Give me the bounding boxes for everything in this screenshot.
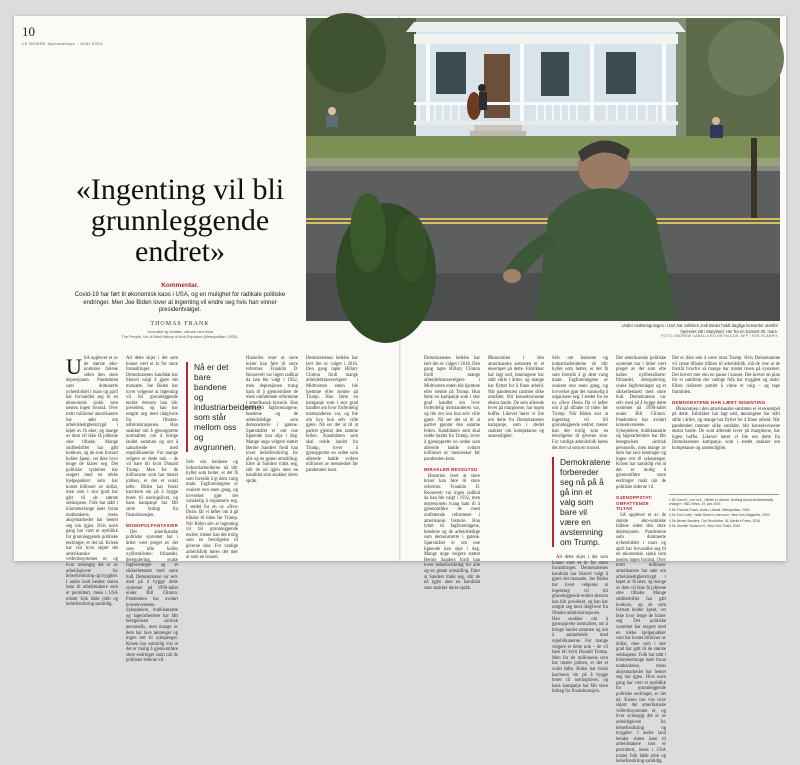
- endnote: 1 Se Carol E. Lee m.fl., «Biden to donors: Nothing would fundamentally change», NBC News, 19. juni 2019.: [669, 498, 774, 507]
- body-column-4: [246, 356, 298, 556]
- pull-quote: Demokratene forbereder seg nå på å gå inn et valg som bare vil være en avstemning om Trump.: [552, 457, 608, 547]
- author-bio: [66, 330, 294, 340]
- standfirst: Covid-19 har ført til økonomisk kaos i USA, og en mulighet for radikale politiske endringer. Men Joe Biden lover at ingenting vil endre seg hvis han vinner presidentvalget.: [74, 292, 286, 314]
- body-paragraph: Det amerikanske politiske systemet har i årtier vært preget av det som ofte kalles nyliberalisme: frihandel, deregulering, svake fagforeninger og et sikkerhetsnett med store hull. Demokratene var selv med på å bygge dette systemet på 1990-tallet under Bill Clinton. Pandemien har avslørt konsekvensene. Sykepleiere, butikkansatte og lagerarbeidere har fått betegnelsen «kritisk personell», men mange av dem har lave lønninger og ingen rett til sykepenger. Krisen har samtidig vist at det er mulig å gjennomføre store endringer raskt når de politiske lederne vil.: [616, 356, 666, 490]
- newspaper-spread: [14, 16, 786, 765]
- body-paragraph: Alt dette skjer i det som kunne vært et år for store forandringer. Demokratenes kandidat har likevel valgt å gjøre det motsatte. Joe Biden har lovet velgerne at ingenting vil bli grunnleggende endret dersom han blir president, og han har omgitt seg med rådgivere fra Obama-administrasjonen. Han snakker om å gjenopprette normalitet, om å bringe landet sammen og om å samarbeide med republikanerne. For mange velgere er dette nok – de vil bare bli kvitt Donald Trump. Men for de millionene som har mistet jobben, er det et svakt løfte. Biden har brukt karrieren sin på å bygge broer til næringslivet, og hans kampanje har fått store bidrag fra finansbransjen.: [126, 356, 178, 518]
- byline: THOMAS FRANK: [150, 321, 210, 327]
- body-paragraph: SA opplever et av de største øko-nomiske fallene siden den store depresjonen. Pandemien som dominerte nyhetsbildet i mars og april har forvandlet seg til en økonomisk sjokk som nesten ingen forutså. Over tretti millioner amerikanere har søkt om arbeidsledighetstrygd i løpet av få uker, og mange av dem vil ikke få jobbene sine tilbake. Mange småbedrifter har gått konkurs, og de som fortsatt holder åpent, vet ikke hvor lenge de klarer seg. Det politiske systemet har reagert med en rekke hjelpepakker som har kostet billioner av dollar, men som i stor grad har gått til de største selskapene. Folk har stått i kilometerlange køer foran matbankene, mens aksjemarkedet har hentet seg inn igjen. Hvis noen gang har vært et øyeblikk for grunnleggende politiske endringer, er det nå. Krisen har vist hvor skjørt det amerikanske velferdssystemet er, og hvor avhengig det er av arbeidsgivere for helseforsikring og trygghet. I andre land betaler staten lønn til arbeidstakere som er permittert, mens i USA mister folk både jobb og helseforsikring samtidig.: [616, 513, 666, 765]
- running-head-left: LE MONDE diplomatique · JUNI 2024: [22, 41, 103, 46]
- body-paragraph: Økonomien i den amerikanske sørstaten er et eksempel på dette. Fabrikker har lagt ned, lønningene har stått stille i årtier, og mange har flyttet for å finne arbeid. Når pandemien rammer slike områder, blir konsekvensene ekstra harde. De som allerede lever på marginene, har ingen buffer. Likevel hører vi lite om dette fra Demokratenes kampanje, som i stedet snakker om kompetanse og anstendighet.: [488, 356, 544, 440]
- endnote: 3 Se Eric Levitz, «Wall Street is nervous», New York Magazine, 2020.: [669, 513, 771, 518]
- subhead: MONOPOLFANTASIER: [126, 523, 179, 529]
- body-column-1: [66, 354, 118, 608]
- subhead: MIRAKLER RESSUTSU: [424, 467, 478, 473]
- cellist-porch-photo: [306, 18, 780, 321]
- endnotes: [669, 494, 779, 529]
- body-paragraph: Historien viser at store kriser kan føre til store reformer. Franklin D. Roosevelt var ingen radikal da han ble valgt i 1932, men depresjonen tvang ham til å gjennomføre de mest omfattende reformene i amerikansk historie. Han lyttet til fagforeningene, bøndene og de arbeidsledige som demonstrerte i gatene. Spørsmålet er om noe lignende kan skje i dag. Mange unge velgere støttet Bernie Sanders fordi han lovet helseforsikring for alle og en grønn omstilling. Etter at Sanders trakk seg, står de nå igjen uten en kandidat som snakker deres språk.: [424, 473, 480, 591]
- photo-caption: [618, 323, 778, 340]
- author-bio-line: The People, No: A Brief History of Anti-Populism (Metropolitan, 2020).: [121, 334, 239, 339]
- body-paragraph: Det amerikanske politiske systemet har i årtier vært preget av det som ofte kalles nyliberalisme: frihandel, deregulering, svake fagforeninger og et sikkerhetsnett med store hull. Demokratene var selv med på å bygge dette systemet på 1990-tallet under Bill Clinton. Pandemien har avslørt konsekvensene. Sykepleiere, butikkansatte og lagerarbeidere har fått betegnelsen «kritisk personell», men mange av dem har lave lønninger og ingen rett til sykepenger. Krisen har samtidig vist at det er mulig å gjennomføre store endringer raskt når de politiske lederne vil.: [126, 529, 178, 664]
- body-paragraph: Demokratenes ledelse har lært lite av valget i 2016. Den gang tapte Hillary Clinton fordi mange arbeiderklassevelgere i Midtvesten enten ble hjemme eller stemte på Trump. Hun førte en kampanje som i stor grad handlet om hvor forferdelig motstanderen var, og lite om hva hun selv ville gjøre. Nå ser det ut til at partiet gjentar den samme feilen. Kandidaten som skal redde landet fra Trump, lover å gjenopprette en orden som allerede hadde sviktet millioner av mennesker før pandemien kom.: [306, 356, 358, 473]
- body-paragraph: Det er ikke nok å være imot Trump. Hvis Demokratene vil vinne tilbake tilliten til arbeidsfolk, må de vise at de forstår hvorfor så mange har mistet troen på systemet. Det krever mer enn en pause i kaoset. Det krever en plan for et samfunn der vanlige folk har trygghet og makt. Ellers risikerer partiet å vinne et valg – og tape framtiden.: [672, 356, 780, 395]
- body-paragraph: Alt dette skjer i det som kunne vært et år for store forandringer. Demokratenes kandidat har likevel valgt å gjøre det motsatte. Joe Biden har lovet velgerne at ingenting vil bli grunnleggende endret dersom han blir president, og han har omgitt seg med rådgivere fra Obama-administrasjonen. Han snakker om å gjenopprette normalitet, om å bringe landet sammen og om å samarbeide med republikanerne. For mange velgere er dette nok – de vil bare bli kvitt Donald Trump. Men for de millionene som har mistet jobben, er det et svakt løfte. Biden har brukt karrieren sin på å bygge broer til næringslivet, og hans kampanje har fått store bidrag fra finansbransjen.: [552, 555, 608, 695]
- endnote: 2 Se Thomas Frank, Listen, Liberal, Metropolitan, 2016.: [669, 507, 751, 512]
- page-number-left: 10: [22, 24, 35, 39]
- headline: «Ingenting vil bli grunnleggende endret»: [75, 173, 285, 268]
- author-bio-line: Journalist og forfatter, aktuell med boka: [146, 330, 214, 334]
- body-column-3: [186, 356, 262, 561]
- kicker-label: Kommentar.: [161, 282, 199, 289]
- pull-quote: Nå er det bare bandene og industriarbeiderne som står mellom oss og avgrunnen.: [186, 362, 238, 452]
- body-column-7: [488, 356, 544, 556]
- body-paragraph: Selv om bankene og industriarbeiderne nå blir hyllet som helter, er det få som foreslår å gi dem varig makt. Fagforeningene er svakere enn noen gang, og lovverket gjør det vanskelig å organisere seg. I stedet for en ny «New Deal» får vi løfter om å gå tilbake til tiden før Trump. Når Biden sier at ingenting vil bli grunnleggende endret, mener han det trolig som en beroligelse til giverne sine. For vanlige arbeidsfolk høres det mer ut som en trussel.: [186, 460, 238, 561]
- caption-text: Under nedstengningen i USA har cellisten Jodi Beder holdt daglige konserter utenfor hjemmet sitt i Maryland. Her fra en konsert 30. mars.: [621, 323, 778, 334]
- subhead: DEMOKRATENE HAR LÆRT INGENTING: [672, 400, 766, 406]
- body-column-2: [126, 356, 179, 664]
- body-column-5: [306, 356, 358, 556]
- photo-credit: FOTO: ANDREW CABALLERO-REYNOLDS, AFP / NTB SCANPIX: [661, 334, 778, 338]
- endnote: 4 Se Bernie Sanders, Our Revolution, St. Martin's Press, 2016.: [669, 518, 761, 523]
- body-column-9: [616, 356, 666, 765]
- body-paragraph: USA opplever et av de største øko-nomiske fallene siden den store depresjonen. Pandemien som dominerte nyhetsbildet i mars og april har forvandlet seg til en økonomisk sjokk som nesten ingen forutså. Over tretti millioner amerikanere har søkt om arbeidsledighetstrygd i løpet av få uker, og mange av dem vil ikke få jobbene sine tilbake. Mange småbedrifter har gått konkurs, og de som fortsatt holder åpent, vet ikke hvor lenge de klarer seg. Det politiske systemet har reagert med en rekke hjelpepakker som har kostet billioner av dollar, men som i stor grad har gått til de største selskapene. Folk har stått i kilometerlange køer foran matbankene, mens aksjemarkedet har hentet seg inn igjen. Hvis noen gang har vært et øyeblikk for grunnleggende politiske endringer, er det nå. Krisen har vist hvor skjørt det amerikanske velferdssystemet er, og hvor avhengig det er av arbeidsgivere for helseforsikring og trygghet. I andre land betaler staten lønn til arbeidstakere som er permittert, mens i USA mister folk både jobb og helseforsikring samtidig.: [66, 354, 118, 608]
- body-paragraph: Historien viser at store kriser kan føre til store reformer. Franklin D. Roosevelt var ingen radikal da han ble valgt i 1932, men depresjonen tvang ham til å gjennomføre de mest omfattende reformene i amerikansk historie. Han lyttet til fagforeningene, bøndene og de arbeidsledige som demonstrerte i gatene. Spørsmålet er om noe lignende kan skje i dag. Mange unge velgere støttet Bernie Sanders fordi han lovet helseforsikring for alle og en grønn omstilling. Etter at Sanders trakk seg, står de nå igjen uten en kandidat som snakker deres språk.: [246, 356, 298, 485]
- body-paragraph: Økonomien i den amerikanske sørstaten er et eksempel på dette. Fabrikker har lagt ned, lønningene har stått stille i årtier, og mange har flyttet for å finne arbeid. Når pandemien rammer slike områder, blir konsekvensene ekstra harde. De som allerede lever på marginene, har ingen buffer. Likevel hører vi lite om dette fra Demokratenes kampanje, som i stedet snakker om kompetanse og anstendighet.: [672, 406, 780, 451]
- drop-cap: U: [66, 354, 82, 379]
- endnote: 5 Se Jennifer Szalai m.fl., New York Times, 2020.: [669, 524, 742, 529]
- body-column-6: [424, 356, 480, 591]
- body-paragraph: Demokratenes ledelse har lært lite av valget i 2016. Den gang tapte Hillary Clinton fordi mange arbeiderklassevelgere i Midtvesten enten ble hjemme eller stemte på Trump. Hun førte en kampanje som i stor grad handlet om hvor forferdelig motstanderen var, og lite om hva hun selv ville gjøre. Nå ser det ut til at partiet gjentar den samme feilen. Kandidaten som skal redde landet fra Trump, lover å gjenopprette en orden som allerede hadde sviktet millioner av mennesker før pandemien kom.: [424, 356, 480, 462]
- body-column-8: [552, 356, 611, 695]
- body-paragraph: Selv om bankene og industriarbeiderne nå blir hyllet som helter, er det få som foreslår å gi dem varig makt. Fagforeningene er svakere enn noen gang, og lovverket gjør det vanskelig å organisere seg. I stedet for en ny «New Deal» får vi løfter om å gå tilbake til tiden før Trump. Når Biden sier at ingenting vil bli grunnleggende endret, mener han det trolig som en beroligelse til giverne sine. For vanlige arbeidsfolk høres det mer ut som en trussel.: [552, 356, 608, 451]
- feature-photo: [306, 18, 780, 321]
- subhead: GJENOPPSTAT: OMFATTENDE TILTAK: [616, 495, 653, 512]
- body-column-10: [672, 356, 780, 490]
